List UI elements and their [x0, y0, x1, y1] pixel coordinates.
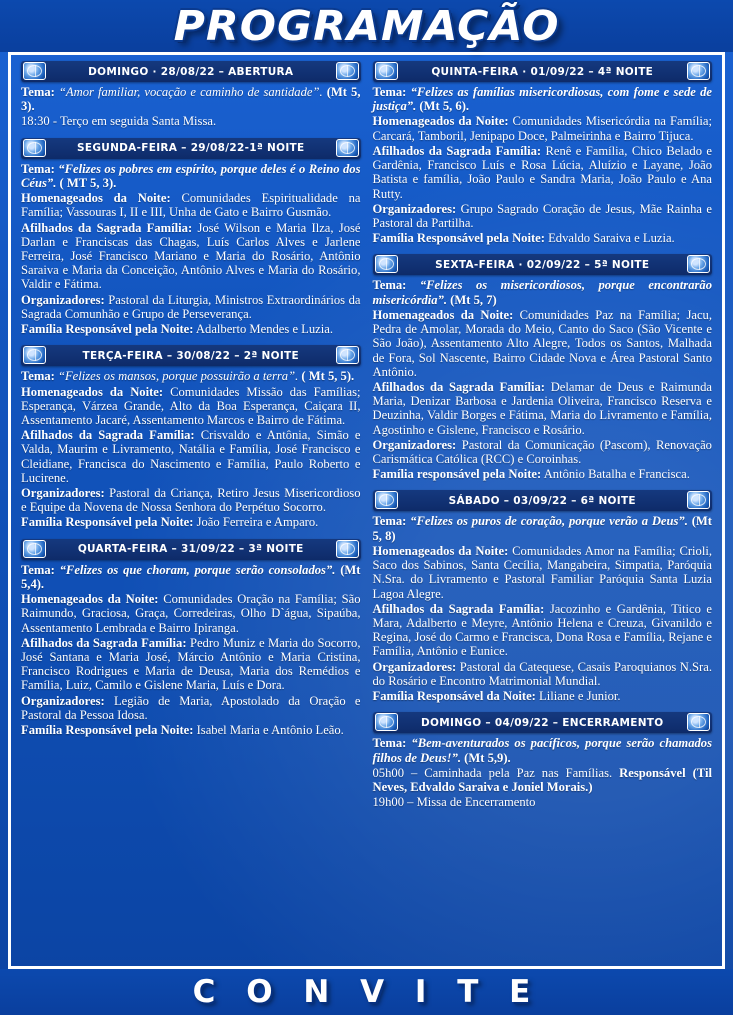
tema-label: Tema:	[372, 514, 407, 529]
afilhados-line	[373, 144, 713, 201]
homenageados-line	[373, 114, 713, 142]
familia-value: Antônio Batalha e Francisca.	[543, 467, 690, 482]
organizadores-value: Pastoral da Catequese, Casais Paroquianos N.Sra. do Rosário e Encontro Matrimonial Mundial.	[372, 659, 712, 688]
familia-value: Adalberto Mendes e Luzia.	[195, 322, 334, 337]
responsavel-value: (Til Neves, Edvaldo Saraiva e Joniel Morais.)	[372, 765, 713, 794]
globe-icon	[687, 255, 710, 273]
homenageados-value: Comunidades Paz na Família; Jacu, Pedra de Amolar, Morada do Meio, Canto do Saco (São Vicente e São João), Assentamento Alto Alegre, Todos os Santos, Malhada de Fora, Sol Nascente, Bairro Cidade Nova e Área Pastoral Santo Antônio.	[372, 307, 712, 379]
homenageados-line	[373, 308, 713, 379]
organizadores-label: Organizadores:	[21, 693, 105, 708]
day-header	[21, 539, 361, 560]
tema-ref: ( Mt 5, 5).	[301, 369, 355, 384]
organizadores-label: Organizadores:	[372, 201, 457, 216]
familia-value: Edvaldo Saraiva e Luzia.	[548, 231, 675, 246]
organizadores-label: Organizadores:	[372, 437, 457, 452]
globe-icon	[375, 713, 398, 731]
familia-label: Família Responsável pela Noite:	[21, 322, 194, 337]
homenageados-value: Comunidades Espiritualidade na Família; Vassouras I, II e III, Unha de Gato e Bairro Gusmão.	[21, 191, 361, 220]
extra-line-missa: 19h00 – Missa de Encerramento	[372, 795, 536, 810]
day-header-label: SÁBADO – 03/09/22 – 6ª NOITE	[448, 494, 636, 507]
tema-quote: “Felizes os que choram, porque serão consolados”.	[59, 562, 336, 577]
familia-line	[21, 515, 361, 529]
afilhados-value: Pedro Muniz e Maria do Socorro, José Santana e Maria José, Márcio Antônio e Maria Cristina, Francisco Rodrigues e Maria de Deusa, Maria dos Remédios e Família, Luiz, Camilo e Gislene Maria, Luís e Dora.	[21, 635, 361, 693]
tema-ref: (Mt 5,9).	[464, 750, 511, 765]
day-block-terca	[21, 345, 361, 529]
organizadores-label: Organizadores:	[372, 659, 457, 674]
day-block-quinta	[373, 61, 713, 245]
day-header	[373, 254, 713, 275]
afilhados-value: Crisvaldo e Antônia, Simão e Valda, Maurim e Livramento, Natália e Família, José Francisco e Cleidiane, Francisca do Nascimento e Família, Paulo Roberto e Lucirene.	[21, 428, 361, 485]
organizadores-line	[373, 660, 713, 688]
afilhados-value: José Wilson e Maria Ilza, José Darlan e Franciscas das Chagas, Luís Carlos Alves e Jarlene Ferreira, José Francisco Mariano e Maria do Rosário, Antônio Saraiva e Maria da Conceição, Antônio Alves e Maria do Rosário, Valdir e Fátima.	[21, 220, 361, 292]
afilhados-value: Delamar de Deus e Raimunda Maria, Denizar Barbosa e Jardenia Oliveira, Francisco Reserva e Deuzinha, Valdir Borges e Fátima, Maria do Livramento e Família, Agostinho e Gislene, Francisco e Rosário.	[372, 379, 712, 437]
tema-quote: “Felizes as famílias misericordiosas, com fome e sede de justiça”.	[372, 85, 712, 114]
organizadores-value: Pastoral da Liturgia, Ministros Extraordinários da Sagrada Comunhão e Grupo de Perseverança.	[21, 292, 361, 321]
afilhados-line	[373, 602, 713, 659]
poster-footer-bar	[0, 969, 733, 1015]
homenageados-value: Comunidades Amor na Família; Crioli, Saco dos Sabinos, Santa Cecília, Mangabeira, Simpatia, Paróquia N.Sra. do Livramento e Pastoral Familiar Paróquia Santa Luzia Lagoa Alegre.	[372, 543, 712, 601]
familia-label: Família Responsável pela Noite:	[372, 231, 545, 246]
tema-line	[21, 369, 361, 383]
afilhados-label: Afilhados da Sagrada Família:	[21, 220, 193, 235]
globe-icon	[23, 346, 46, 364]
tema-label: Tema:	[21, 85, 55, 99]
organizadores-label: Organizadores:	[21, 292, 105, 307]
familia-label: Família Responsável da Noite:	[372, 689, 536, 704]
afilhados-value: Jacozinho e Gardênia, Titico e Mara, Adalberto e Meyre, Antônio Helena e Creuza, Givanildo e Regina, José do Carmo e Francisca, Dona Rosa e Família, Rejane e Família, Antônio e Eunice.	[372, 601, 712, 659]
globe-icon	[23, 62, 46, 80]
globe-icon	[687, 62, 710, 80]
organizadores-value: Grupo Sagrado Coração de Jesus, Mãe Rainha e Pastoral da Partilha.	[372, 201, 712, 230]
day-block-sabado	[373, 490, 713, 703]
homenageados-line	[373, 544, 713, 601]
afilhados-line	[373, 380, 713, 437]
familia-value: Isabel Maria e Antônio Leão.	[196, 723, 344, 738]
content-frame	[8, 52, 725, 969]
homenageados-label: Homenageados da Noite:	[372, 307, 514, 322]
familia-line	[373, 467, 713, 481]
afilhados-label: Afilhados da Sagrada Família:	[21, 428, 195, 443]
tema-line	[21, 85, 361, 113]
tema-line	[373, 278, 713, 306]
familia-label: Família responsável pela Noite:	[372, 467, 542, 482]
footer-convite-text: C O N V I T E	[192, 974, 541, 1010]
organizadores-value: Legião de Maria, Apostolado da Oração e Pastoral da Pessoa Idosa.	[21, 693, 361, 722]
day-block-domingo-abertura	[21, 61, 361, 129]
homenageados-value: Comunidades Misericórdia na Família; Carcará, Tamboril, Jenipapo Doce, Palmeirinha e Bairro Tijuca.	[372, 114, 712, 143]
tema-line	[21, 162, 361, 190]
globe-icon	[375, 491, 398, 509]
organizadores-line	[21, 293, 361, 321]
familia-line	[373, 689, 713, 703]
homenageados-label: Homenageados da Noite:	[21, 191, 171, 206]
globe-icon	[336, 346, 359, 364]
day-header	[373, 490, 713, 511]
homenageados-value: Comunidades Missão das Famílias; Esperança, Várzea Grande, Alto da Boa Esperança, Caiçara II, Assentamento Jacaré, Assentamento Marcos e Bairro de Fátima.	[21, 384, 361, 427]
tema-quote: “Felizes os misericordiosos, porque encontrarão misericórdia”.	[372, 278, 712, 307]
organizadores-line	[21, 694, 361, 722]
day-header-label: DOMINGO – 04/09/22 – ENCERRAMENTO	[421, 716, 664, 729]
day-header	[21, 138, 361, 159]
homenageados-line	[21, 191, 361, 219]
tema-label: Tema:	[21, 161, 55, 176]
homenageados-label: Homenageados da Noite:	[372, 543, 509, 558]
tema-ref: (Mt 5, 7)	[450, 292, 497, 307]
day-header-label: SEXTA-FEIRA · 02/09/22 – 5ª NOITE	[435, 258, 650, 271]
organizadores-line	[373, 202, 713, 230]
afilhados-value: Renê e Família, Chico Belado e Gardênia, Francisco Luís e Rosa Lúcia, Aluízio e Layane, João Batista e família, João Paulo e Sandra Maria, João Paulo e Ana Rutty.	[372, 143, 712, 201]
globe-icon	[336, 139, 359, 157]
tema-label: Tema:	[372, 85, 407, 99]
tema-ref: (Mt 5, 8)	[372, 514, 712, 543]
familia-value: Liliane e Junior.	[539, 689, 621, 704]
globe-icon	[687, 491, 710, 509]
day-block-sexta	[373, 254, 713, 481]
afilhados-line	[21, 636, 361, 693]
globe-icon	[687, 713, 710, 731]
tema-ref: ( MT 5, 3).	[59, 175, 117, 190]
tema-line	[21, 563, 361, 591]
afilhados-label: Afilhados da Sagrada Família:	[372, 601, 545, 616]
afilhados-label: Afilhados da Sagrada Família:	[21, 635, 187, 650]
homenageados-value: Comunidades Oração na Família; São Raimundo, Graciosa, Graça, Corredeiras, Olho D`água, Sipaúba, Assentamento Lembrada e Bairro Ipiranga.	[21, 592, 361, 635]
tema-quote: “Felizes os puros de coração, porque verão a Deus”.	[410, 514, 688, 529]
day-header	[373, 712, 713, 733]
day-header-label: QUINTA-FEIRA · 01/09/22 – 4ª NOITE	[431, 65, 654, 78]
tema-quote: “Felizes os pobres em espírito, porque deles é o Reino dos Céus”.	[21, 161, 361, 190]
familia-label: Família Responsável pela Noite:	[21, 723, 194, 738]
tema-label: Tema:	[21, 562, 55, 577]
homenageados-label: Homenageados da Noite:	[21, 592, 159, 607]
right-column	[367, 61, 719, 962]
afilhados-line	[21, 221, 361, 292]
globe-icon	[336, 62, 359, 80]
familia-line	[21, 322, 361, 336]
tema-line	[373, 85, 713, 113]
tema-quote: “Felizes os mansos, porque possuirão a terra”.	[57, 369, 299, 384]
tema-line	[373, 514, 713, 542]
homenageados-label: Homenageados da Noite:	[21, 384, 164, 399]
extra-value: 05h00 – Caminhada pela Paz nas Famílias.	[372, 765, 613, 780]
day-header-label: QUARTA-FEIRA – 31/09/22 – 3ª NOITE	[77, 543, 304, 556]
day-block-quarta	[21, 539, 361, 738]
day-header-label: SEGUNDA-FEIRA – 29/08/22-1ª NOITE	[77, 142, 305, 155]
globe-icon	[23, 540, 46, 558]
day-header	[21, 345, 361, 366]
tema-ref: (Mt 5,4).	[21, 562, 361, 591]
afilhados-label: Afilhados da Sagrada Família:	[372, 143, 542, 158]
organizadores-label: Organizadores:	[21, 486, 105, 501]
page-title: PROGRAMAÇÃO	[173, 2, 560, 50]
globe-icon	[375, 62, 398, 80]
homenageados-line	[21, 592, 361, 635]
homenageados-line	[21, 385, 361, 428]
left-column	[15, 61, 367, 962]
day-header-label: DOMINGO · 28/08/22 – ABERTURA	[88, 65, 294, 78]
poster-title-bar	[0, 0, 733, 52]
homenageados-label: Homenageados da Noite:	[372, 114, 509, 129]
day-header	[373, 61, 713, 82]
familia-line	[21, 723, 361, 737]
day-block-domingo-encerramento	[373, 712, 713, 809]
tema-label: Tema:	[372, 278, 407, 293]
tema-line	[373, 736, 713, 764]
organizadores-value: Pastoral da Criança, Retiro Jesus Misericordioso e Equipe da Novena de Nossa Senhora do Perpétuo Socorro.	[21, 486, 361, 515]
organizadores-value: Pastoral da Comunicação (Pascom), Renovação Carismática Católica (RCC) e Coroinhas.	[372, 437, 712, 467]
organizadores-line	[373, 438, 713, 466]
familia-line	[373, 231, 713, 245]
day-block-segunda	[21, 138, 361, 337]
tema-label: Tema:	[21, 369, 55, 384]
tema-ref: (Mt 5, 3).	[21, 85, 361, 114]
globe-icon	[375, 255, 398, 273]
tema-quote: “Bem-aventurados os pacíficos, porque serão chamados filhos de Deus!”.	[372, 736, 712, 765]
day-header	[21, 61, 361, 82]
afilhados-label: Afilhados da Sagrada Família:	[372, 379, 545, 394]
organizadores-line	[21, 486, 361, 514]
tema-quote: “Amor familiar, vocação e caminho de santidade”.	[58, 85, 323, 99]
responsavel-label: Responsável	[619, 765, 686, 780]
afilhados-line	[21, 428, 361, 485]
day-header-label: TERÇA-FEIRA – 30/08/22 – 2ª NOITE	[82, 349, 299, 362]
extra-line-caminhada	[373, 766, 713, 794]
extra-line: 18:30 - Terço em seguida Santa Missa.	[21, 114, 217, 129]
globe-icon	[23, 139, 46, 157]
tema-label: Tema:	[372, 736, 407, 751]
globe-icon	[336, 540, 359, 558]
familia-label: Família Responsável pela Noite:	[21, 515, 194, 530]
tema-ref: (Mt 5, 6).	[419, 99, 470, 114]
familia-value: João Ferreira e Amparo.	[196, 515, 319, 530]
